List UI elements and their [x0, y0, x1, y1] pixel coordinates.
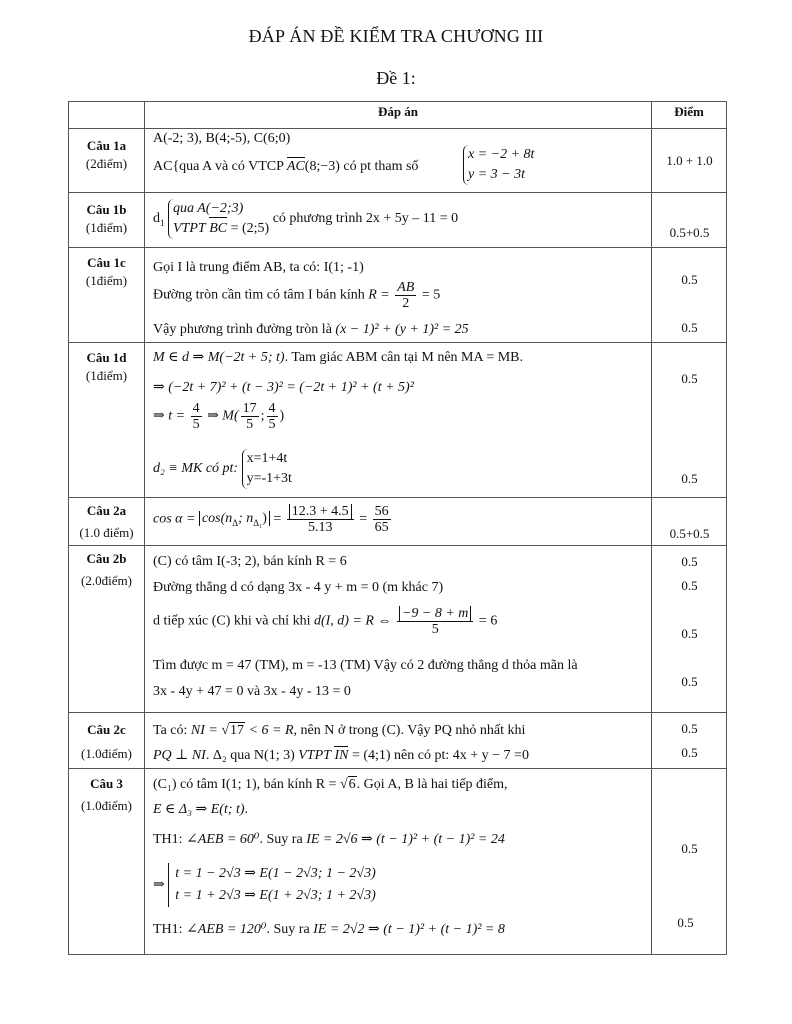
answer-line: (C) có tâm I(-3; 2), bán kính R = 6	[153, 554, 347, 569]
answer-cell: (C₁) có tâm I(1; 1), bán kính R = √6. Gọi A, B là hai tiếp điểm, E ∈ Δ₃ ⇒ E(t; t). TH1: ∠AEB = 60⁰. Suy ra IE = 2√6 ⇒ (t − 1)² + (t − 1)² = 24 ⇒ t = 1 − 2√3 ⇒ E(1 − 2√3; 1 − 2√3) t = 1 + 2√3 ⇒ E(1 + 2√3; 1 + 2√3) TH1: ∠AEB = 120⁰. Suy ra IE = 2√2 ⇒ (t − 1)² + (t − 1)² = 8	[145, 769, 652, 955]
score-value: 0.5	[681, 320, 698, 335]
score-cell	[652, 713, 727, 769]
table-row	[69, 546, 727, 713]
m-label: ⇒ M(	[207, 408, 239, 424]
sqrt-6: 6	[348, 777, 356, 792]
cos-alpha-label: cos α =	[153, 511, 196, 527]
line-d: d	[153, 210, 160, 226]
solution-2: t = 1 + 2√3 ⇒ E(1 + 2√3; 1 + 2√3)	[175, 888, 376, 903]
fraction-4-5b: $\frac{4}{5}$	[268, 401, 276, 432]
question-cell	[69, 193, 145, 248]
question-cell	[69, 546, 145, 713]
table-row	[69, 713, 727, 769]
answer-line: . Suy ra	[266, 922, 310, 937]
param-eq-y: y = 3 − 3t	[468, 167, 525, 182]
point-m-expr: M ∈ d ⇒ M(−2t + 5; t)	[153, 350, 285, 365]
answer-cell: (C) có tâm I(-3; 2), bán kính R = 6 Đường thẳng d có dạng 3x - 4 y + m = 0 (m khác 7) d tiếp xúc (C) khi và chỉ khi d(I, d) = R ⇔ $\frac{-9 - 8 + m}{5}$ = 6 Tìm được m = 47 (TM), m = -13 (TM) Vậy có 2 đường thẳng d thỏa mãn là 3x - 4y + 47 = 0 và 3x - 4y - 13 = 0	[145, 546, 652, 713]
table-row	[69, 248, 727, 343]
solution-1: t = 1 − 2√3 ⇒ E(1 − 2√3; 1 − 2√3)	[175, 866, 376, 881]
header-answer: Đáp án	[145, 102, 652, 129]
table-row	[69, 193, 727, 248]
ie-equation-24: IE = 2√6 ⇒ (t − 1)² + (t − 1)² = 24	[306, 832, 505, 847]
table-row	[69, 498, 727, 546]
ni-label: NI =	[190, 723, 218, 738]
vector-ac: AC	[286, 159, 305, 174]
answer-line: (C₁) có tâm I(1; 1), bán kính R =	[153, 777, 337, 792]
ni-compare: < 6 = R	[248, 723, 294, 738]
question-label: Câu 2c	[87, 722, 126, 737]
question-cell	[69, 343, 145, 498]
score-cell	[652, 546, 727, 713]
fraction-dot-product: $\frac{12.3 + 4.5}{5.13}$	[287, 504, 354, 535]
question-points: (1điểm)	[85, 368, 128, 383]
answer-line: (8;−3) có pt tham số	[304, 159, 419, 174]
score-value: 0.5	[681, 272, 698, 287]
page-title: ĐÁP ÁN ĐỀ KIỂM TRA CHƯƠNG III	[248, 26, 544, 46]
score-value: 0.5	[681, 841, 698, 856]
distance-condition: d(I, d) = R ⇔	[313, 613, 392, 629]
score-cell	[652, 248, 727, 343]
line-d-sub: 1	[160, 217, 165, 228]
d2-system	[242, 449, 292, 489]
fraction-4-5: $\frac{4}{5}$	[192, 401, 200, 432]
fraction-17-5: $\frac{17}{5}$	[242, 401, 257, 432]
score-value: 0.5	[681, 745, 698, 760]
question-cell	[69, 498, 145, 546]
score-cell	[652, 193, 727, 248]
question-label: Câu 3	[90, 776, 123, 791]
answer-cell	[145, 248, 652, 343]
answer-cell: Ta có: NI = √17 < 6 = R, nên N ở trong (C). Vậy PQ nhỏ nhất khi PQ ⊥ NI. Δ₂ qua N(1; 3) VTPT IN = (4;1) nên có pt: 4x + y − 7 =0	[145, 713, 652, 769]
exam-version: Đề 1:	[376, 68, 416, 88]
d1-normal-value: = (2;5)	[230, 221, 270, 236]
fraction-ab-2: $\frac{AB}{2}$	[397, 280, 415, 311]
table-row	[69, 343, 727, 498]
header-question	[69, 102, 145, 129]
answer-line: Vậy phương trình đường tròn là	[153, 322, 332, 337]
implies-symbol: ⇒	[153, 877, 165, 893]
d2-eq-x: x=1+4t	[246, 451, 288, 466]
answer-table	[68, 101, 727, 955]
score-value: 0.5	[681, 554, 698, 569]
answer-line: Đường tròn cần tìm có tâm I bán kính	[153, 287, 365, 303]
score-value: 0.5	[681, 626, 698, 641]
answer-line: d tiếp xúc (C) khi và chỉ khi	[153, 613, 311, 629]
answer-cell: M ∈ d ⇒ M(−2t + 5; t). Tam giác ABM cân tại M nên MA = MB. ⇒ (−2t + 7)² + (t − 3)² = (−2t + 1)² + (t + 5)² ⇒ t = $\frac{4}{5}$ ⇒ M( $\frac{17}{5}$ ; $\frac{4}{5}$ ) d₂ ≡ MK có pt: x=1+4t y=-1+3t	[145, 343, 652, 498]
table-header-row	[69, 102, 727, 129]
question-cell	[69, 129, 145, 193]
score-value: 0.5	[681, 674, 698, 689]
score-value: 0.5	[681, 721, 698, 736]
question-points: (1điểm)	[85, 220, 128, 235]
score-value: 1.0 + 1.0	[666, 153, 713, 168]
perpendicular-condition: PQ ⊥ NI	[153, 748, 206, 763]
case-label: TH1:	[153, 832, 183, 847]
vtpt-label: VTPT	[298, 748, 331, 763]
answer-line: . Gọi A, B là hai tiếp điểm,	[356, 777, 508, 792]
question-points: (2điểm)	[85, 156, 128, 171]
question-cell	[69, 248, 145, 343]
question-label: Câu 1b	[86, 202, 127, 217]
question-label: Câu 1c	[87, 255, 126, 270]
question-cell	[69, 769, 145, 955]
angle-aeb-120: ∠AEB = 120⁰	[186, 922, 267, 937]
answer-line: có phương trình 2x + 5y – 11 = 0	[272, 211, 459, 226]
param-eq-x: x = −2 + 8t	[468, 147, 535, 162]
question-points: (1.0 điểm)	[79, 525, 134, 540]
question-label: Câu 2b	[86, 551, 127, 566]
fraction-distance: $\frac{-9 - 8 + m}{5}$	[397, 606, 473, 637]
question-points: (1điểm)	[85, 273, 128, 288]
answer-cell	[145, 193, 652, 248]
score-cell	[652, 498, 727, 546]
answer-line: 3x - 4y + 47 = 0 và 3x - 4y - 13 = 0	[153, 684, 351, 699]
answer-line: Gọi I là trung điểm AB, ta có: I(1; -1)	[153, 260, 364, 275]
angle-aeb-60: ∠AEB = 60⁰	[186, 832, 260, 847]
answer-line: AC{qua A và có VTCP	[153, 159, 284, 174]
answer-line: A(-2; 3), B(4;-5), C(6;0)	[153, 131, 291, 146]
table-row	[69, 129, 727, 193]
vector-in: IN	[334, 748, 349, 763]
e-on-delta3: E ∈ Δ₃ ⇒ E(t; t)	[153, 802, 245, 817]
score-cell	[652, 343, 727, 498]
question-label: Câu 1d	[86, 350, 127, 365]
solution-set	[168, 863, 376, 907]
param-system	[463, 145, 534, 185]
vector-bc: BC	[209, 219, 227, 239]
line-d2-label: d₂ ≡ MK có pt:	[153, 461, 239, 476]
score-value: 0.5	[681, 471, 698, 486]
score-value: 0.5+0.5	[669, 225, 710, 240]
t-label: ⇒ t =	[153, 408, 186, 424]
case-label: TH1:	[153, 922, 183, 937]
score-value: 0.5	[681, 371, 698, 386]
question-label: Câu 2a	[86, 503, 127, 518]
question-points: (2.0điểm)	[81, 573, 132, 588]
answer-cell: $\cos \alpha = \cos(n_\Delta$; $n_{\Delta_1}$) = $\frac{12.3 + 4.5}{5.13}$ = $\frac{56}{65}$	[145, 498, 652, 546]
question-label: Câu 1a	[86, 138, 127, 153]
d1-normal-label: VTPT	[173, 221, 206, 236]
radius-value: = 5	[421, 287, 441, 303]
fraction-56-65: $\frac{56}{65}$	[374, 504, 389, 535]
sqrt-17: 17	[230, 723, 245, 738]
question-points: (1.0điểm)	[81, 798, 132, 813]
abs-cos: $\cos(n_\Delta$; $n_{\Delta_1}$)	[199, 511, 270, 526]
score-cell	[652, 129, 727, 193]
d2-eq-y: y=-1+3t	[246, 471, 292, 486]
score-cell	[652, 769, 727, 955]
distance-equation: ⇒ (−2t + 7)² + (t − 3)² = (−2t + 1)² + (t + 5)²	[153, 380, 414, 395]
table-row	[69, 769, 727, 955]
radius-label: R =	[368, 287, 390, 303]
answer-line: Ta có:	[153, 723, 188, 738]
answer-line: = (4;1) nên có pt: 4x + y − 7 =0	[351, 748, 529, 763]
answer-line: . Δ₂ qua N(1; 3)	[205, 748, 295, 763]
answer-line: Tìm được m = 47 (TM), m = -13 (TM) Vậy có 2 đường thẳng d thỏa mãn là	[153, 658, 578, 673]
circle-equation: (x − 1)² + (y + 1)² = 25	[335, 322, 469, 337]
ie-equation-8: IE = 2√2 ⇒ (t − 1)² + (t − 1)² = 8	[313, 922, 505, 937]
answer-cell	[145, 129, 652, 193]
answer-line: . Suy ra	[259, 832, 303, 847]
answer-line: Đường thẳng d có dạng 3x - 4 y + m = 0 (m khác 7)	[153, 580, 444, 595]
question-points: (1.0điểm)	[81, 746, 132, 761]
score-value: 0.5	[681, 578, 698, 593]
answer-line: . Tam giác ABM cân tại M nên MA = MB.	[284, 350, 523, 365]
line-d1-system	[168, 199, 269, 239]
question-cell	[69, 713, 145, 769]
header-score: Điểm	[652, 102, 727, 129]
score-value: 0.5	[677, 915, 694, 930]
answer-line: , nên N ở trong (C). Vậy PQ nhỏ nhất khi	[293, 723, 526, 738]
d1-through-point: qua A(−2;3)	[173, 201, 244, 216]
score-value: 0.5+0.5	[669, 526, 710, 541]
